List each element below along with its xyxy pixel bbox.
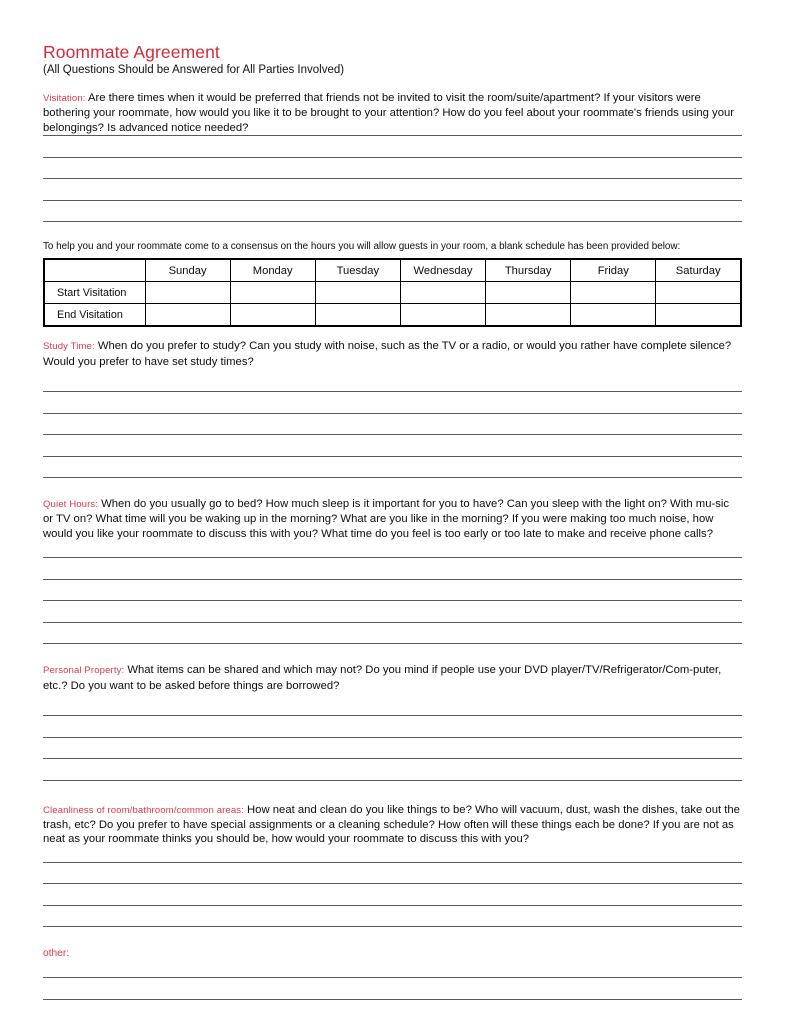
section-text: What items can be shared and which may not? Do you mind if people use your DVD player/TV/Refrigerator/Com-puter, etc.? Do you want to be asked before things are borrowed?: [43, 664, 722, 692]
answer-line[interactable]: [43, 862, 742, 863]
answer-line[interactable]: [43, 737, 742, 738]
column-header-sunday: Sunday: [145, 259, 230, 282]
cell-end-wednesday[interactable]: [400, 304, 485, 327]
answer-lines-cleanliness: [43, 862, 742, 928]
table-row: [44, 282, 741, 304]
answer-line[interactable]: [43, 157, 742, 158]
answer-line[interactable]: [43, 758, 742, 759]
answer-line[interactable]: [43, 999, 742, 1000]
answer-line[interactable]: [43, 178, 742, 179]
section-schedule: [43, 240, 742, 327]
answer-line[interactable]: [43, 456, 742, 457]
section-paragraph: [43, 663, 742, 693]
spacer: [43, 927, 742, 947]
answer-lines-visitation: [43, 135, 742, 222]
cell-end-thursday[interactable]: [486, 304, 571, 327]
column-header-tuesday: Tuesday: [315, 259, 400, 282]
section-paragraph: [43, 91, 742, 135]
section-visitation: [43, 91, 742, 222]
section-label: Personal Property: [43, 665, 122, 677]
answer-lines-quiet-hours: [43, 557, 742, 644]
spacer: [43, 478, 742, 497]
section-text: Are there times when it would be preferred that friends not be invited to visit the room/suite/apartment? If your visitors were bothering your roommate, how would you like it to be brought to your attention? How do you feel about your roommate's friends using your belongings? Is advanced notice needed?: [43, 92, 735, 134]
section-text: How neat and clean do you like things to be? Who will vacuum, dust, wash the dishes, take out the trash, etc? Do you prefer to have special assignments or a cleaning schedule? How often will these things each be done? If you are not as neat as your roommate thinks you should be, how would your roommate to discuss this with you?: [43, 803, 740, 846]
section-paragraph: [43, 497, 742, 541]
cell-end-saturday[interactable]: [656, 304, 741, 327]
section-label: Visitation: [43, 93, 83, 104]
row-label-end-visitation: End Visitation: [44, 304, 145, 327]
answer-line[interactable]: [43, 135, 742, 136]
answer-line[interactable]: [43, 977, 742, 978]
answer-line[interactable]: [43, 579, 742, 580]
cell-end-tuesday[interactable]: [315, 304, 400, 327]
cell-start-wednesday[interactable]: [400, 282, 485, 304]
section-personal-property: [43, 663, 742, 780]
answer-line[interactable]: [43, 391, 742, 392]
cell-end-monday[interactable]: [230, 304, 315, 327]
spacer: [43, 781, 742, 803]
answer-lines-study-time: [43, 391, 742, 478]
section-label-separator: :: [82, 93, 86, 104]
section-label: Study Time: [43, 341, 92, 353]
cell-end-sunday[interactable]: [145, 304, 230, 327]
section-label-separator: :: [121, 665, 125, 677]
answer-line[interactable]: [43, 413, 742, 414]
column-header-thursday: Thursday: [486, 259, 571, 282]
cell-start-sunday[interactable]: [145, 282, 230, 304]
cell-start-monday[interactable]: [230, 282, 315, 304]
answer-line[interactable]: [43, 434, 742, 435]
section-cleanliness: [43, 803, 742, 928]
answer-lines-personal-property: [43, 715, 742, 781]
column-header-saturday: Saturday: [656, 259, 741, 282]
section-paragraph: [43, 803, 742, 847]
answer-line[interactable]: [43, 600, 742, 601]
table-corner-header: [44, 259, 145, 282]
section-label-separator: :: [95, 499, 98, 511]
cell-start-tuesday[interactable]: [315, 282, 400, 304]
answer-line[interactable]: [43, 557, 742, 558]
page-title: Roommate Agreement: [43, 42, 220, 62]
answer-line[interactable]: [43, 715, 742, 716]
column-header-wednesday: Wednesday: [400, 259, 485, 282]
section-study-time: [43, 339, 742, 478]
answer-line[interactable]: [43, 905, 742, 906]
answer-line[interactable]: [43, 622, 742, 623]
answer-line[interactable]: [43, 883, 742, 884]
column-header-friday: Friday: [571, 259, 656, 282]
spacer: [43, 644, 742, 663]
section-label: Cleanliness of room/bathroom/common areas: [43, 804, 242, 816]
section-label-separator: :: [241, 804, 244, 816]
table-row: [44, 304, 741, 327]
page-subtitle: (All Questions Should be Answered for All Parties Involved): [43, 64, 345, 76]
other-label: other:: [43, 948, 70, 960]
cell-start-friday[interactable]: [571, 282, 656, 304]
section-text: When do you usually go to bed? How much sleep is it important for you to have? Can you sleep with the light on? With mu-sic or TV on? What time will you be waking up in the morning? What are you like in the morning? If you were making too much noise, how would you like your roommate to discuss this with you? What time do you feel is too early or too late to make and receive phone calls?: [43, 498, 730, 540]
cell-end-friday[interactable]: [571, 304, 656, 327]
section-label-separator: :: [92, 341, 95, 353]
spacer: [43, 222, 742, 240]
section-label: Quiet Hours: [43, 499, 96, 511]
section-text: When do you prefer to study? Can you study with noise, such as the TV or a radio, or would you rather have complete silence? Would you prefer to have set study times?: [43, 340, 732, 368]
section-quiet-hours: [43, 497, 742, 644]
answer-line[interactable]: [43, 200, 742, 201]
cell-start-thursday[interactable]: [486, 282, 571, 304]
answer-lines-other: [43, 977, 742, 1000]
cell-start-saturday[interactable]: [656, 282, 741, 304]
column-header-monday: Monday: [230, 259, 315, 282]
schedule-intro: To help you and your roommate come to a consensus on the hours you will allow guests in your room, a blank schedule has been provided below:: [43, 241, 681, 253]
section-paragraph: [43, 339, 742, 369]
visitation-schedule-table: [43, 258, 742, 327]
spacer: [43, 327, 742, 339]
section-other: [43, 947, 742, 1000]
table-header-row: [44, 259, 741, 282]
row-label-start-visitation: Start Visitation: [44, 282, 145, 304]
